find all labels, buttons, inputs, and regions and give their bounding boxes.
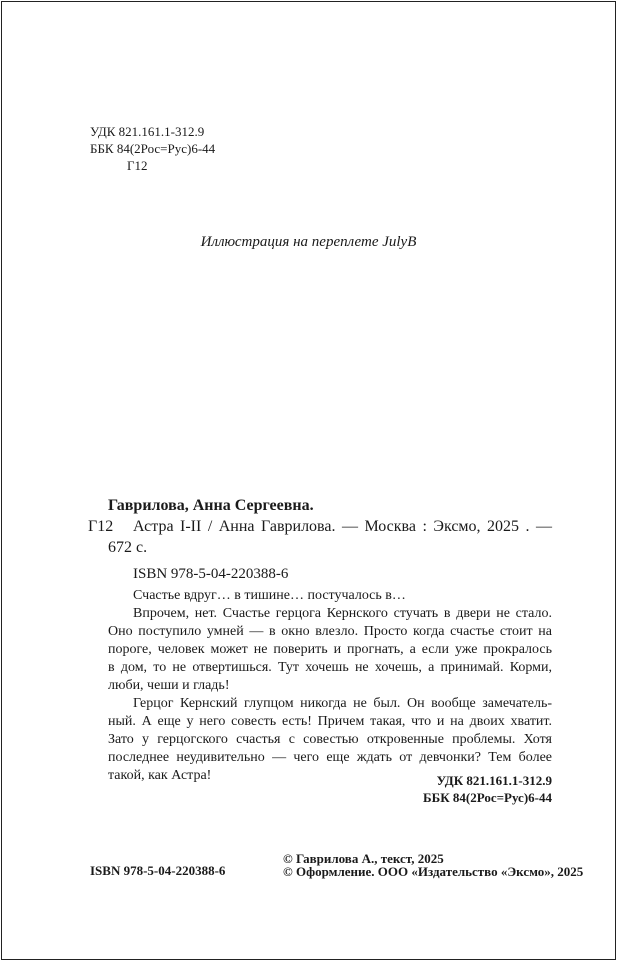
isbn: ISBN 978-5-04-220388-6 bbox=[133, 566, 289, 582]
bbk-code: ББК 84(2Рос=Рус)6-44 bbox=[90, 141, 216, 156]
annotation-line: люби, чеши и гладь! bbox=[108, 678, 230, 693]
annotation-line: в дом, то не отвертишься. Тут хочешь не хочешь, а принимай. Корми, bbox=[108, 660, 552, 675]
copyright-text: © Гаврилова А., текст, 2025 bbox=[283, 851, 444, 866]
record-author-mark: Г12 bbox=[88, 518, 114, 535]
copyright-design: © Оформление. ООО «Издательство «Эксмо», 2025 bbox=[283, 864, 584, 879]
annotation bbox=[108, 587, 552, 785]
annotation-line: Счастье вдруг… в тишине… постучалось в… bbox=[133, 588, 406, 603]
annotation-line: Герцог Кернский глупцом никогда не был. Он вообще замечатель- bbox=[133, 696, 552, 711]
author-heading: Гаврилова, Анна Сергеевна. bbox=[108, 497, 314, 514]
annotation-line: ный. А еще у него совесть есть! Причем такая, что и на двоих хватит. bbox=[108, 714, 552, 729]
annotation-line: Впрочем, нет. Счастье герцога Кернского стучать в двери не стало. bbox=[133, 606, 552, 621]
footer-isbn: ISBN 978-5-04-220388-6 bbox=[90, 863, 226, 878]
annotation-line: такой, как Астра! bbox=[108, 768, 212, 783]
pages: 672 с. bbox=[108, 539, 148, 556]
annotation-line: пороге, человек может не поверить и прогнать, а если уже прокралось bbox=[108, 642, 552, 657]
bottom-udk-code: УДК 821.161.1-312.9 bbox=[436, 773, 552, 788]
author-mark: Г12 bbox=[127, 158, 148, 173]
annotation-line: Оно поступило умней — в окно влезло. Просто когда счастье стоит на bbox=[108, 624, 552, 639]
annotation-line: последнее неудивительно — чего еще ждать от девчонки? Тем более bbox=[108, 750, 552, 765]
title-line: Астра I-II / Анна Гаврилова. — Москва : Эксмо, 2025 . — bbox=[133, 518, 552, 535]
udk-code: УДК 821.161.1-312.9 bbox=[90, 124, 205, 139]
illustration-credit: Иллюстрация на переплете JulyB bbox=[200, 234, 417, 250]
annotation-line: Зато у герцогского счастья с совестью откровенные проблемы. Хотя bbox=[108, 732, 552, 747]
bottom-bbk-code: ББК 84(2Рос=Рус)6-44 bbox=[423, 790, 552, 805]
